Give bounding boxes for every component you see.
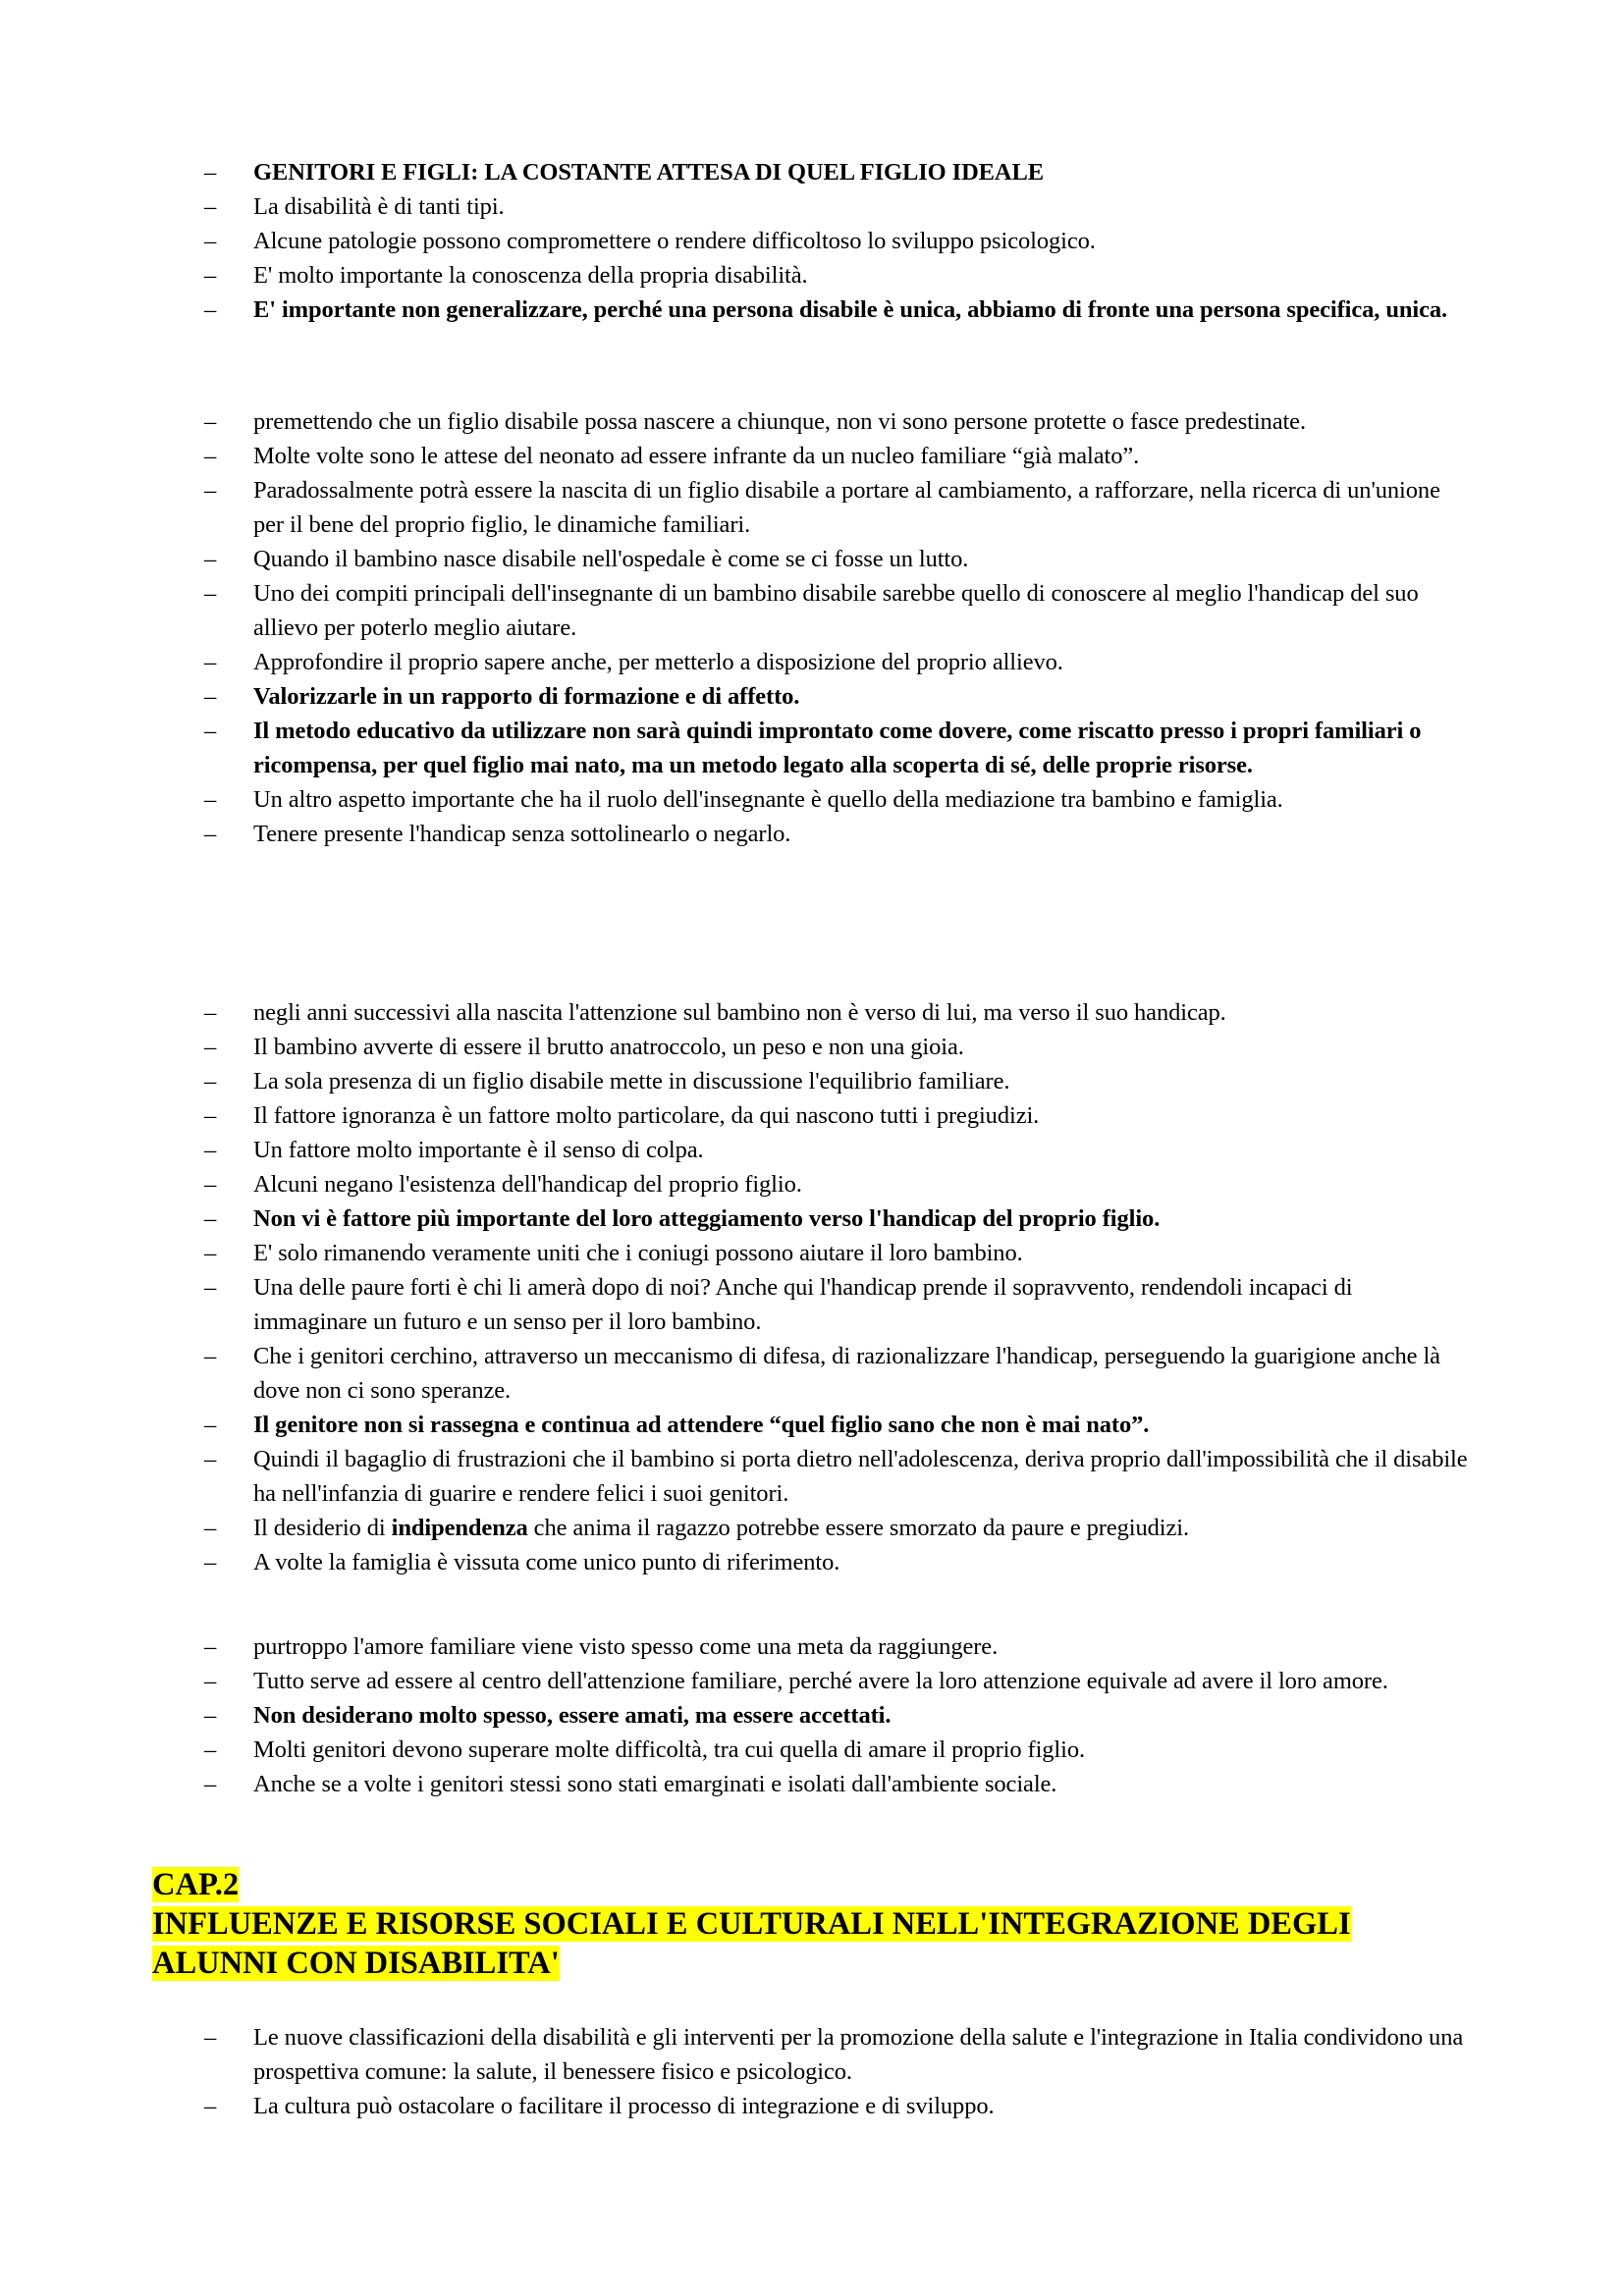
list-item-text: Non desiderano molto spesso, essere amati, ma essere accettati. bbox=[253, 1702, 892, 1729]
dash-bullet-icon: – bbox=[204, 296, 217, 323]
dash-bullet-icon: – bbox=[204, 1549, 217, 1575]
dash-bullet-icon: – bbox=[204, 1412, 217, 1438]
dash-bullet-icon: – bbox=[204, 999, 217, 1026]
list-item bbox=[204, 1030, 1471, 1064]
list-item bbox=[204, 155, 1471, 189]
list-item bbox=[204, 679, 1471, 714]
list-item bbox=[204, 404, 1471, 439]
list-item-text: premettendo che un figlio disabile possa nascere a chiunque, non vi sono persone protette o fasce predestinate. bbox=[253, 408, 1306, 435]
list-item-text: E' importante non generalizzare, perché una persona disabile è unica, abbiamo di fronte una persona specifica, unica. bbox=[253, 296, 1448, 323]
dash-bullet-icon: – bbox=[204, 580, 217, 607]
list-item-text: GENITORI E FIGLI: LA COSTANTE ATTESA DI QUEL FIGLIO IDEALE bbox=[253, 159, 1044, 186]
dash-bullet-icon: – bbox=[204, 1068, 217, 1095]
dash-bullet-icon: – bbox=[204, 546, 217, 572]
list-item-text: Quando il bambino nasce disabile nell'ospedale è come se ci fosse un lutto. bbox=[253, 546, 969, 572]
list-item bbox=[204, 1064, 1471, 1098]
dash-bullet-icon: – bbox=[204, 821, 217, 847]
list-item bbox=[204, 1629, 1471, 1664]
dash-bullet-icon: – bbox=[204, 1205, 217, 1232]
dash-bullet-icon: – bbox=[204, 1034, 217, 1060]
list-item-text: Il bambino avverte di essere il brutto anatroccolo, un peso e non una gioia. bbox=[253, 1034, 964, 1060]
list-item-text: E' molto importante la conoscenza della propria disabilità. bbox=[253, 262, 808, 289]
list-item-text: Tenere presente l'handicap senza sottolinearlo o negarlo. bbox=[253, 821, 791, 847]
list-item-text: La sola presenza di un figlio disabile mette in discussione l'equilibrio familiare. bbox=[253, 1068, 1010, 1095]
chapter-heading bbox=[152, 1865, 1527, 1983]
list-item-text: Uno dei compiti principali dell'insegnante di un bambino disabile sarebbe quello di conoscere al meglio l'handicap del suo allievo per poterlo meglio aiutare. bbox=[253, 580, 1419, 641]
list-item-text: Il desiderio di bbox=[253, 1515, 392, 1541]
list-item bbox=[204, 542, 1471, 576]
list-item bbox=[204, 817, 1471, 851]
list-item bbox=[204, 1133, 1471, 1167]
list-item bbox=[204, 439, 1471, 473]
dash-bullet-icon: – bbox=[204, 1343, 217, 1369]
list-item-text: Che i genitori cerchino, attraverso un meccanismo di difesa, di razionalizzare l'handicap, perseguendo la guarigione anche là dove non ci sono speranze. bbox=[253, 1343, 1440, 1404]
bullet-list bbox=[204, 2020, 1471, 2123]
list-item bbox=[204, 782, 1471, 817]
dash-bullet-icon: – bbox=[204, 1102, 217, 1129]
list-item bbox=[204, 1201, 1471, 1236]
list-item-text: Il genitore non si rassegna e continua ad attendere “quel figlio sano che non è mai nato”. bbox=[253, 1412, 1150, 1438]
list-item-text: Non vi è fattore più importante del loro atteggiamento verso l'handicap del proprio figlio. bbox=[253, 1205, 1161, 1232]
list-item bbox=[204, 1698, 1471, 1733]
list-item bbox=[204, 1545, 1471, 1579]
dash-bullet-icon: – bbox=[204, 649, 217, 675]
list-item-text: A volte la famiglia è vissuta come unico punto di riferimento. bbox=[253, 1549, 840, 1575]
dash-bullet-icon: – bbox=[204, 1702, 217, 1729]
list-item bbox=[204, 1167, 1471, 1201]
list-item-text: Una delle paure forti è chi li amerà dopo di noi? Anche qui l'handicap prende il sopravvento, rendendoli incapaci di immaginare un futuro e un senso per il loro bambino. bbox=[253, 1274, 1353, 1335]
dash-bullet-icon: – bbox=[204, 683, 217, 710]
list-item bbox=[204, 1236, 1471, 1270]
list-item-text: Valorizzarle in un rapporto di formazione e di affetto. bbox=[253, 683, 800, 710]
dash-bullet-icon: – bbox=[204, 1771, 217, 1797]
list-item bbox=[204, 2089, 1471, 2123]
dash-bullet-icon: – bbox=[204, 1633, 217, 1660]
bullet-list bbox=[204, 155, 1471, 327]
list-item-text: negli anni successivi alla nascita l'attenzione sul bambino non è verso di lui, ma verso il suo handicap. bbox=[253, 999, 1226, 1026]
list-item-text: Il metodo educativo da utilizzare non sarà quindi improntato come dovere, come riscatto presso i propri familiari o ricompensa, per quel figlio mai nato, ma un metodo legato alla scoperta di sé, delle proprie risorse. bbox=[253, 718, 1422, 778]
dash-bullet-icon: – bbox=[204, 408, 217, 435]
bullet-list bbox=[204, 995, 1471, 1579]
dash-bullet-icon: – bbox=[204, 1668, 217, 1694]
dash-bullet-icon: – bbox=[204, 193, 217, 220]
list-item bbox=[204, 995, 1471, 1030]
list-item bbox=[204, 224, 1471, 258]
list-item-text: La disabilità è di tanti tipi. bbox=[253, 193, 505, 220]
list-item-text: E' solo rimanendo veramente uniti che i coniugi possono aiutare il loro bambino. bbox=[253, 1240, 1023, 1266]
list-item bbox=[204, 1270, 1471, 1339]
list-item-text: Tutto serve ad essere al centro dell'attenzione familiare, perché avere la loro attenzione equivale ad avere il loro amore. bbox=[253, 1668, 1388, 1694]
list-item-text: Un altro aspetto importante che ha il ruolo dell'insegnante è quello della mediazione tra bambino e famiglia. bbox=[253, 786, 1283, 813]
list-item-text: Paradossalmente potrà essere la nascita di un figlio disabile a portare al cambiamento, a rafforzare, nella ricerca di un'unione per il bene del proprio figlio, le dinamiche familiari. bbox=[253, 477, 1440, 538]
dash-bullet-icon: – bbox=[204, 1446, 217, 1472]
list-item bbox=[204, 1511, 1471, 1545]
list-item bbox=[204, 1339, 1471, 1408]
list-item bbox=[204, 576, 1471, 645]
dash-bullet-icon: – bbox=[204, 1171, 217, 1198]
list-item-text: Anche se a volte i genitori stessi sono stati emarginati e isolati dall'ambiente sociale. bbox=[253, 1771, 1057, 1797]
dash-bullet-icon: – bbox=[204, 228, 217, 254]
list-item-text: Alcuni negano l'esistenza dell'handicap del proprio figlio. bbox=[253, 1171, 802, 1198]
list-item bbox=[204, 714, 1471, 782]
list-item-text: Le nuove classificazioni della disabilità e gli interventi per la promozione della salute e l'integrazione in Italia condividono una prospettiva comune: la salute, il benessere fisico e psicologico. bbox=[253, 2024, 1464, 2085]
dash-bullet-icon: – bbox=[204, 1515, 217, 1541]
list-item-emphasis: indipendenza bbox=[391, 1515, 528, 1541]
list-item-text: Molte volte sono le attese del neonato ad essere infrante da un nucleo familiare “già malato”. bbox=[253, 443, 1140, 469]
dash-bullet-icon: – bbox=[204, 262, 217, 289]
list-item bbox=[204, 2020, 1471, 2089]
dash-bullet-icon: – bbox=[204, 477, 217, 504]
list-item bbox=[204, 258, 1471, 293]
list-item-text: Quindi il bagaglio di frustrazioni che il bambino si porta dietro nell'adolescenza, deriva proprio dall'impossibilità che il disabile ha nell'infanzia di guarire e rendere felici i suoi genitori. bbox=[253, 1446, 1468, 1507]
list-item-text: purtroppo l'amore familiare viene visto spesso come una meta da raggiungere. bbox=[253, 1633, 999, 1660]
dash-bullet-icon: – bbox=[204, 159, 217, 186]
dash-bullet-icon: – bbox=[204, 2093, 217, 2119]
list-item bbox=[204, 1442, 1471, 1511]
dash-bullet-icon: – bbox=[204, 1240, 217, 1266]
list-item-text: Un fattore molto importante è il senso di colpa. bbox=[253, 1137, 704, 1163]
dash-bullet-icon: – bbox=[204, 1137, 217, 1163]
list-item-text: Il fattore ignoranza è un fattore molto particolare, da qui nascono tutti i pregiudizi. bbox=[253, 1102, 1040, 1129]
list-item bbox=[204, 1767, 1471, 1801]
list-item bbox=[204, 473, 1471, 542]
list-item-text: La cultura può ostacolare o facilitare il processo di integrazione e di sviluppo. bbox=[253, 2093, 995, 2119]
dash-bullet-icon: – bbox=[204, 786, 217, 813]
list-item bbox=[204, 1733, 1471, 1767]
dash-bullet-icon: – bbox=[204, 2024, 217, 2051]
list-item bbox=[204, 1408, 1471, 1442]
list-item bbox=[204, 1098, 1471, 1133]
chapter-title-line-2: ALUNNI CON DISABILITA' bbox=[152, 1946, 560, 1981]
list-item bbox=[204, 1664, 1471, 1698]
dash-bullet-icon: – bbox=[204, 1274, 217, 1301]
bullet-list bbox=[204, 404, 1471, 851]
list-item-text: Approfondire il proprio sapere anche, per metterlo a disposizione del proprio allievo. bbox=[253, 649, 1063, 675]
list-item-text: Molti genitori devono superare molte difficoltà, tra cui quella di amare il proprio figlio. bbox=[253, 1736, 1086, 1763]
list-item bbox=[204, 189, 1471, 224]
list-item bbox=[204, 293, 1471, 327]
dash-bullet-icon: – bbox=[204, 718, 217, 744]
bullet-list bbox=[204, 1629, 1471, 1801]
list-item bbox=[204, 645, 1471, 679]
list-item-text: che anima il ragazzo potrebbe essere smorzato da paure e pregiudizi. bbox=[527, 1515, 1189, 1541]
chapter-title-line-1: INFLUENZE E RISORSE SOCIALI E CULTURALI NELL'INTEGRAZIONE DEGLI bbox=[152, 1906, 1351, 1942]
list-item-text: Alcune patologie possono compromettere o rendere difficoltoso lo sviluppo psicologico. bbox=[253, 228, 1096, 254]
dash-bullet-icon: – bbox=[204, 443, 217, 469]
dash-bullet-icon: – bbox=[204, 1736, 217, 1763]
chapter-number: CAP.2 bbox=[152, 1867, 240, 1902]
